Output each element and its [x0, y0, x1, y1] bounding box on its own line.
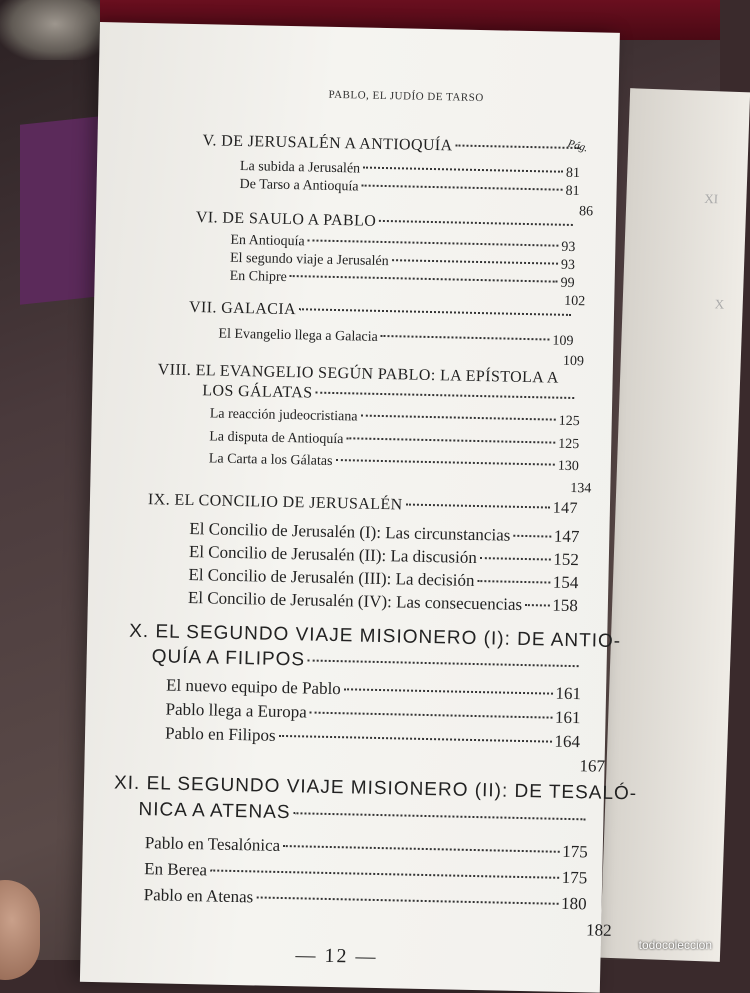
toc-entry: El Concilio de Jerusalén (I): Las circunstancias 147 [189, 518, 580, 547]
leader-dots [308, 239, 559, 246]
toc-entry: De Tarso a Antioquía 81 [239, 176, 580, 200]
running-head: PABLO, EL JUDÍO DE TARSO [328, 88, 484, 105]
toc-chapter: XI. EL SEGUNDO VIAJE MISIONERO (II): DE TESALÓ- [113, 772, 638, 805]
toc-chapter-continued: NICA A ATENAS [138, 799, 588, 830]
book-page [80, 22, 638, 993]
toc-entry: Pablo en Atenas 180 [143, 885, 587, 914]
toc-entry: En Antioquía 93 [230, 232, 576, 256]
leader-dots [256, 896, 558, 904]
toc-chapter: VI. DE SAULO A PABLO [196, 209, 576, 235]
toc-entry: En Berea 175 [144, 859, 588, 888]
toc-entry: El Evangelio llega a Galacia 109 [218, 326, 574, 349]
glass-object [0, 0, 110, 60]
toc-entry: En Chipre 99 [229, 268, 575, 291]
toc-entry: La reacción judeocristiana 125 [209, 406, 580, 430]
toc-entry: El Concilio de Jerusalén (III): La decisión 154 [188, 564, 579, 593]
thumb [0, 880, 40, 980]
leader-dots [344, 688, 553, 694]
leader-dots [392, 259, 558, 264]
toc-chapter: IX. EL CONCILIO DE JERUSALÉN 147 [147, 491, 579, 518]
leader-dots [299, 308, 571, 316]
toc-entry: El segundo viaje a Jerusalén 93 [229, 250, 576, 273]
leader-dots [513, 535, 551, 538]
toc-page-number: 182 [585, 920, 612, 940]
toc-chapter: VII. GALACIA [189, 299, 574, 325]
table-of-contents [80, 22, 638, 993]
toc-entry: La Carta a los Gálatas 130 [208, 451, 579, 475]
watermark: todocoleccion [638, 938, 712, 952]
leader-dots [360, 415, 555, 421]
leader-dots [210, 869, 559, 878]
leader-dots [290, 275, 558, 283]
toc-chapter-continued: LOS GÁLATAS [202, 382, 577, 408]
toc-entry: El Concilio de Jerusalén (IV): Las consecuencias 158 [187, 587, 579, 616]
toc-entry: Pablo en Filipos 164 [164, 723, 581, 752]
toc-page-number: 167 [579, 756, 606, 776]
toc-entry: El Concilio de Jerusalén (II): La discusión 152 [188, 541, 580, 570]
page-number: — 12 — [295, 944, 378, 969]
leader-dots [381, 335, 550, 341]
toc-entry: La disputa de Antioquía 125 [209, 429, 580, 453]
leader-dots [477, 580, 549, 584]
toc-entry: Pablo llega a Europa 161 [165, 699, 581, 728]
leader-dots [525, 604, 549, 607]
leader-dots [346, 437, 555, 443]
toc-chapter: X. EL SEGUNDO VIAJE MISIONERO (I): DE ANTIO- [129, 620, 622, 653]
page-column-label: Pág. [566, 137, 590, 155]
toc-entry: La subida a Jerusalén 81 [239, 158, 581, 182]
toc-chapter: V. DE JERUSALÉN A ANTIOQUÍA [202, 132, 582, 158]
leader-dots [406, 504, 550, 509]
toc-page-number: 102 [564, 293, 586, 310]
toc-chapter: VIII. EL EVANGELIO SEGÚN PABLO: LA EPÍSTOLA A [157, 361, 559, 387]
toc-page-number: 86 [578, 204, 594, 220]
toc-page-number: 109 [562, 353, 585, 370]
facing-page-fragment: X [714, 296, 725, 312]
toc-entry: Pablo en Tesalónica 175 [144, 833, 588, 862]
leader-dots [308, 659, 579, 667]
leader-dots [283, 845, 559, 853]
leader-dots [335, 459, 554, 466]
facing-page-fragment: XI [704, 190, 719, 207]
leader-dots [456, 144, 580, 149]
leader-dots [310, 712, 552, 719]
leader-dots [363, 167, 563, 173]
leader-dots [293, 812, 585, 820]
leader-dots [362, 185, 563, 191]
toc-entry: El nuevo equipo de Pablo 161 [165, 675, 582, 704]
leader-dots [316, 392, 575, 399]
toc-page-number: 134 [570, 480, 592, 497]
leader-dots [379, 220, 573, 226]
leader-dots [480, 557, 551, 560]
leader-dots [279, 735, 552, 743]
toc-chapter-continued: QUÍA A FILIPOS [151, 646, 581, 677]
